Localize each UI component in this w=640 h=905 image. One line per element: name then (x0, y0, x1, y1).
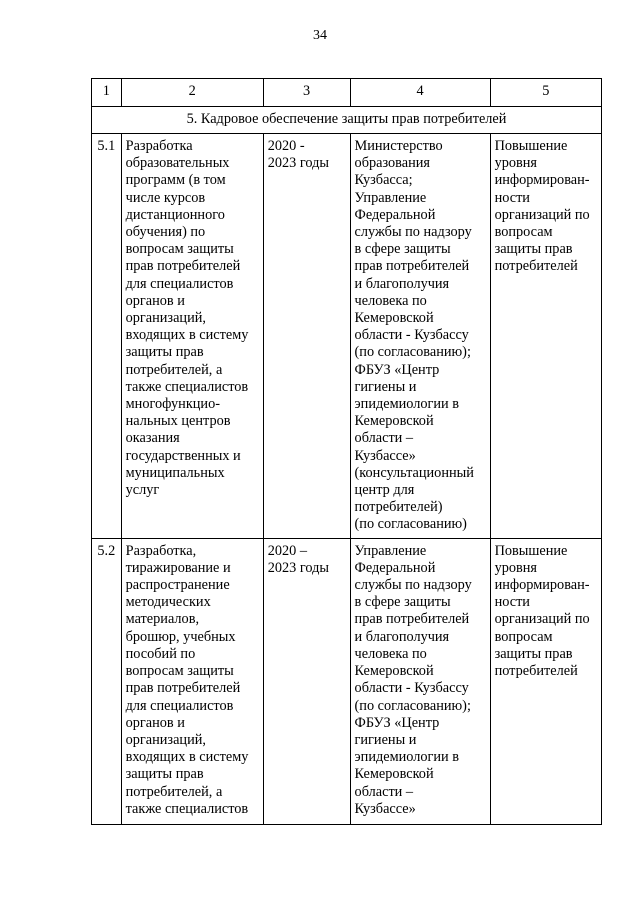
result-cell: Повышение уровня информирован- ности организаций по вопросам защиты прав потребителей (490, 538, 601, 824)
page-number: 34 (313, 28, 327, 43)
measure-cell: Разработка образовательных программ (в том числе курсов дистанционного обучения) по вопросам защиты прав потребителей для специалистов органов и организаций, входящих в систему защиты прав потребителей, а также специалистов многофункцио- нальных центров оказания государственных и муниципальных услуг (121, 134, 263, 539)
table-header-row (92, 79, 602, 107)
measures-table (91, 78, 602, 825)
section-title: 5. Кадровое обеспечение защиты прав потребителей (92, 107, 602, 134)
section-row (92, 107, 602, 134)
row-number: 5.1 (92, 134, 122, 539)
table-row (92, 134, 602, 539)
header-cell-2: 2 (121, 79, 263, 107)
header-cell-4: 4 (350, 79, 490, 107)
table-row (92, 538, 602, 824)
period-cell: 2020 – 2023 годы (263, 538, 350, 824)
result-cell: Повышение уровня информирован- ности организаций по вопросам защиты прав потребителей (490, 134, 601, 539)
executor-cell: Управление Федеральной службы по надзору в сфере защиты прав потребителей и благополучия человека по Кемеровской области - Кузбассу (по согласованию); ФБУЗ «Центр гигиены и эпидемиологии в Кемеровской области – Кузбассе» (350, 538, 490, 824)
executor-cell: Министерство образования Кузбасса; Управление Федеральной службы по надзору в сфере защиты прав потребителей и благополучия человека по Кемеровской области - Кузбассу (по согласованию); ФБУЗ «Центр гигиены и эпидемиологии в Кемеровской области – Кузбассе» (консультационный центр для потребителей) (по согласованию) (350, 134, 490, 539)
header-cell-1: 1 (92, 79, 122, 107)
measure-cell: Разработка, тиражирование и распространение методических материалов, брошюр, учебных пособий по вопросам защиты прав потребителей для специалистов органов и организаций, входящих в систему защиты прав потребителей, а также специалистов (121, 538, 263, 824)
header-cell-5: 5 (490, 79, 601, 107)
row-number: 5.2 (92, 538, 122, 824)
header-cell-3: 3 (263, 79, 350, 107)
period-cell: 2020 - 2023 годы (263, 134, 350, 539)
